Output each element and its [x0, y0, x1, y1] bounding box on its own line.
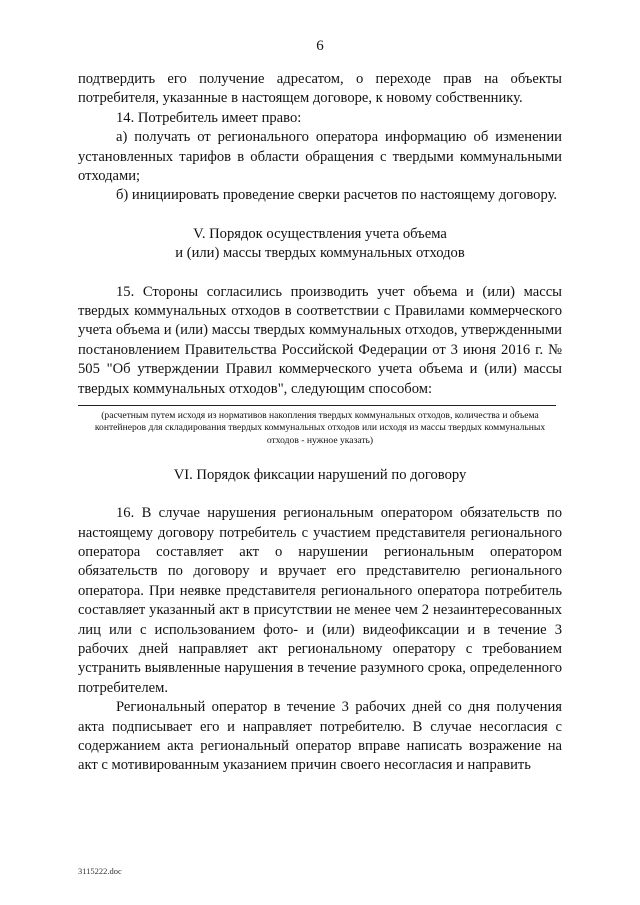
file-footer: 3115222.doc: [78, 866, 122, 876]
page-number: 6: [316, 38, 324, 54]
section-5-heading-line2: и (или) массы твердых коммунальных отходов: [175, 245, 465, 262]
paragraph-15: 15. Стороны согласились производить учет объема и (или) массы твердых коммунальных отходов в соответствии с Правилами коммерческого учета объема и (или) массы твердых коммунальных отходов, утвержденными постановлением Правительства Российской Федерации от 3 июня 2016 г. № 505 "Об утверждении Правил коммерческого учета объема и (или) массы твердых коммунальных отходов", следующим способом:: [78, 283, 562, 397]
section-6-heading: VI. Порядок фиксации нарушений по договору: [173, 466, 467, 483]
paragraph-15-note: (расчетным путем исходя из нормативов накопления твердых коммунальных отходов, количества и объема контейнеров для складирования твердых коммунальных отходов или исходя из массы твердых коммунальных отходов - нужное указать): [94, 410, 546, 446]
paragraph-14: 14. Потребитель имеет право:: [116, 109, 302, 126]
paragraph-16-continued: Региональный оператор в течение 3 рабочих дней со дня получения акта подписывает его и направляет потребителю. В случае несогласия с содержанием акта региональный оператор вправе написать возражение на акт с мотивированным указанием причин своего несогласия и направить: [78, 699, 562, 774]
paragraph-14a: а) получать от регионального оператора информацию об изменении установленных тарифов в области обращения с твердыми коммунальными отходами;: [78, 129, 562, 185]
document-body: [78, 70, 562, 776]
paragraph-continuation: подтвердить его получение адресатом, о переходе прав на объекты потребителя, указанные в настоящем договоре, к новому собственнику.: [78, 71, 562, 107]
fill-in-line: [78, 405, 556, 406]
paragraph-14b: б) инициировать проведение сверки расчетов по настоящему договору.: [116, 187, 558, 204]
paragraph-16: 16. В случае нарушения региональным оператором обязательств по настоящему договору потребитель с участием представителя регионального оператора составляет акт о нарушении региональным оператором обязательств по договору и вручает его представителю регионального оператора. При неявке представителя регионального оператора потребитель составляет указанный акт в присутствии не менее чем 2 незаинтересованных лиц или с использованием фото- и (или) видеофиксации и в течение 3 рабочих дней направляет акт региональному оператору с требованием устранить выявленные нарушения в течение разумного срока, определенного потребителем.: [78, 505, 562, 696]
section-5-heading-line1: V. Порядок осуществления учета объема: [193, 225, 447, 242]
